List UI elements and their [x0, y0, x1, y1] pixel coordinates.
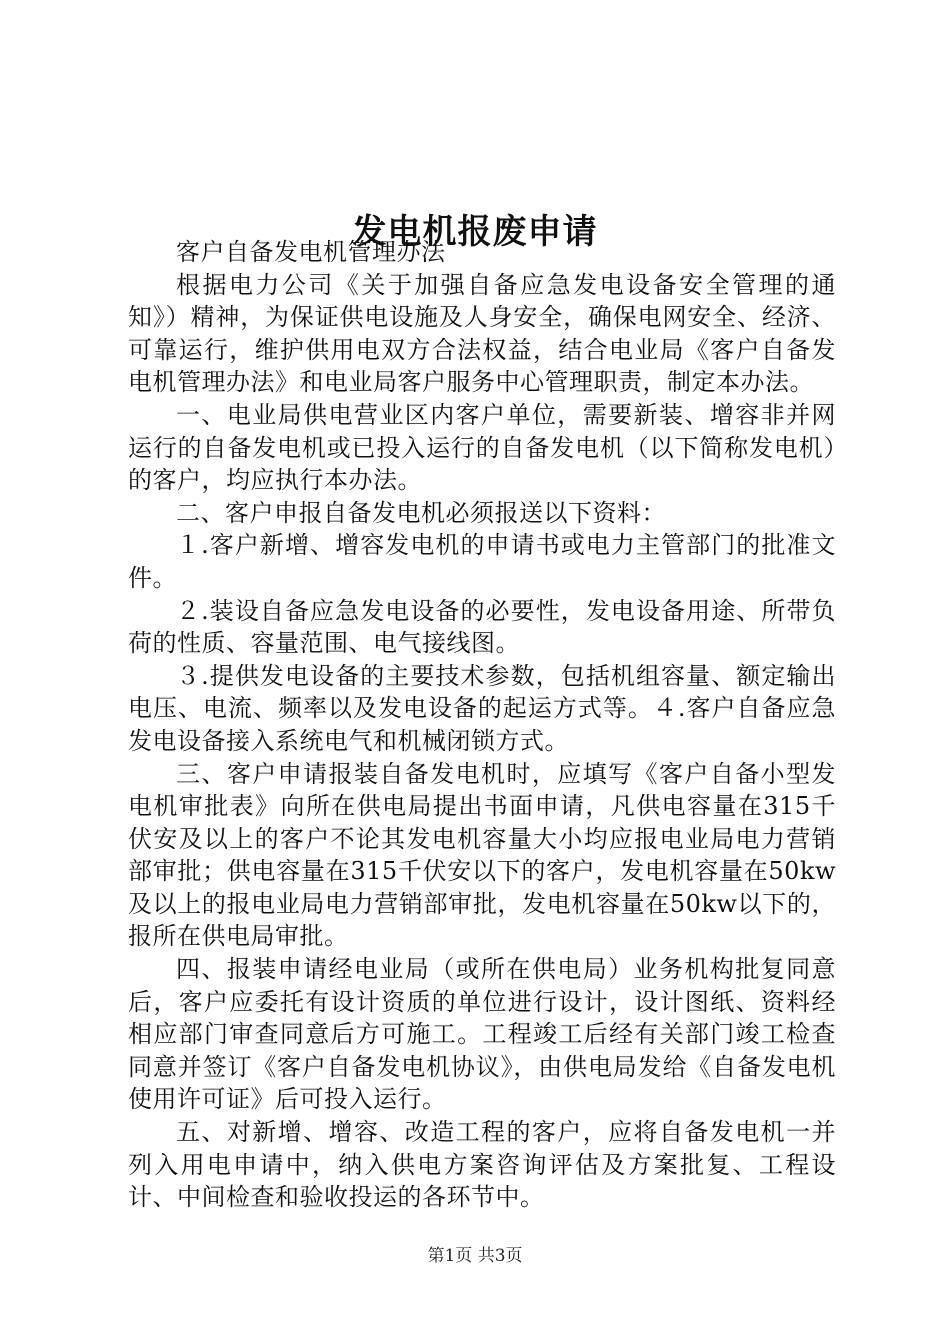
paragraph-heading: 客户自备发电机管理办法 — [176, 238, 446, 266]
paragraph-item-1: １.客户新增、增容发电机的申请书或电力主管部门的批准文件。 — [128, 531, 836, 592]
paragraph-article-3: 三、客户申请报装自备发电机时，应填写《客户自备小型发电机审批表》向所在供电局提出书面申请，凡供电容量在315千伏安及以上的客户不论其发电机容量大小均应报电业局电力营销部审批；供电容量在315千伏安以下的客户，发电机容量在50kw及以上的报电业局电力营销部审批，发电机容量在50kw以下的，报所在供电局审批。 — [128, 759, 836, 951]
paragraph-item-2: ２.装设自备应急发电设备的必要性，发电设备用途、所带负荷的性质、容量范围、电气接线图。 — [128, 596, 836, 658]
paragraph-item-3: ３.提供发电设备的主要技术参数，包括机组容量、额定输出电压、电流、频率以及发电设备的起运方式等。４.客户自备应急发电设备接入系统电气和机械闭锁方式。 — [128, 661, 836, 755]
document-body — [128, 236, 836, 1214]
page-footer: 第1页 共3页 — [427, 1246, 523, 1266]
document-title: 发电机报废申请 — [352, 211, 598, 252]
paragraph-intro: 根据电力公司《关于加强自备应急发电设备安全管理的通知》）精神，为保证供电设施及人身安全，确保电网安全、经济、可靠运行，维护供用电双方合法权益，结合电业局《客户自备发电机管理办法》和电业局客户服务中心管理职责，制定本办法。 — [128, 270, 836, 397]
paragraph-article-2: 二、客户申报自备发电机必须报送以下资料： — [176, 498, 666, 527]
paragraph-article-5: 五、对新增、增容、改造工程的客户，应将自备发电机一并列入用电申请中，纳入供电方案咨询评估及方案批复、工程设计、中间检查和验收投运的各环节中。 — [128, 1118, 836, 1212]
paragraph-article-4: 四、报装申请经电业局（或所在供电局）业务机构批复同意后，客户应委托有设计资质的单位进行设计，设计图纸、资料经相应部门审查同意后方可施工。工程竣工后经有关部门竣工检查同意并签订《客户自备发电机协议》，由供电局发给《自备发电机使用许可证》后可投入运行。 — [128, 955, 836, 1114]
paragraph-article-1: 一、电业局供电营业区内客户单位，需要新装、增容非并网运行的自备发电机或已投入运行的自备发电机（以下简称发电机）的客户，均应执行本办法。 — [128, 400, 836, 495]
